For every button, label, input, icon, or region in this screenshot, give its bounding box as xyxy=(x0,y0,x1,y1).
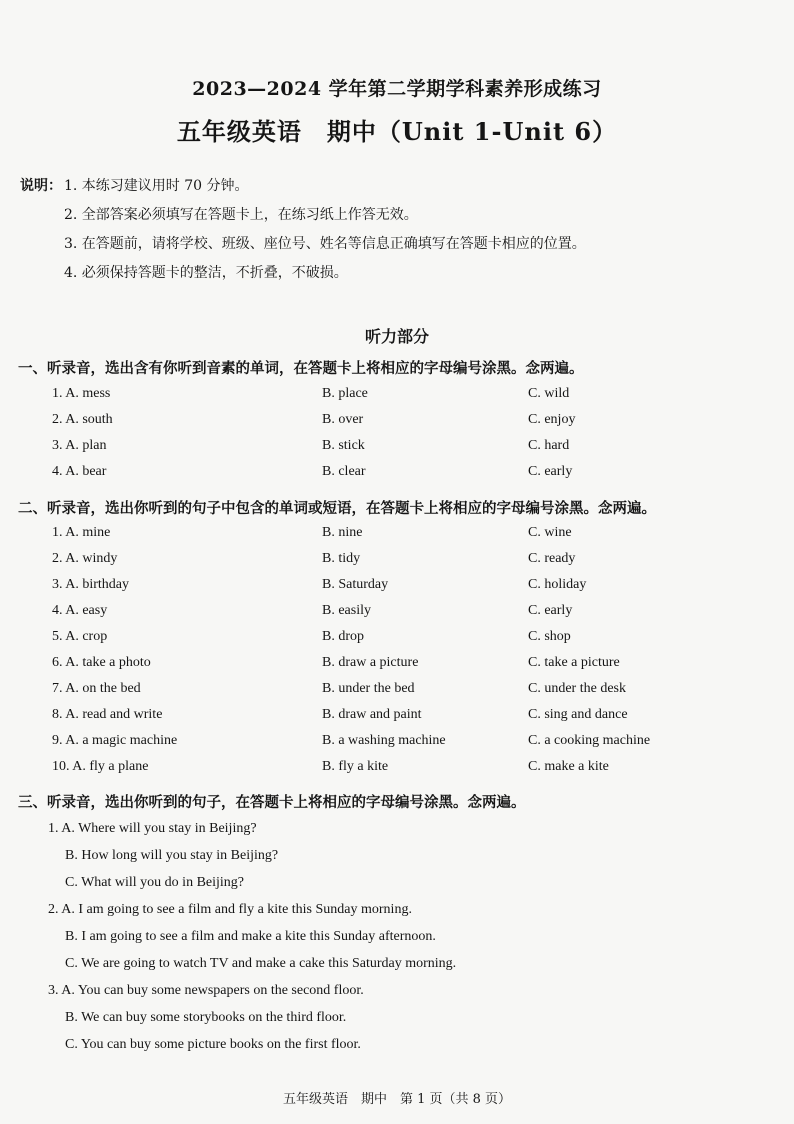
option-row xyxy=(52,629,754,653)
option-c: C. shop xyxy=(528,629,571,644)
option-c: C. take a picture xyxy=(528,655,620,670)
option-a: 2. A. south xyxy=(52,412,113,427)
option-a: 1. A. mess xyxy=(52,386,111,401)
option-c: C. wine xyxy=(528,525,572,540)
option-c: C. early xyxy=(528,464,573,479)
instruction-item: 4. 必须保持答题卡的整洁，不折叠，不破损。 xyxy=(64,265,348,281)
option-b: B. Saturday xyxy=(322,577,389,592)
option-a: 5. A. crop xyxy=(52,629,108,644)
part3-header: 三、听录音，选出你听到的句子，在答题卡上将相应的字母编号涂黑。念两遍。 xyxy=(18,794,526,811)
exam-title: 2023—2024 学年第二学期学科素养形成练习 xyxy=(192,78,602,100)
option-row xyxy=(52,681,754,705)
option-c: C. under the desk xyxy=(528,681,626,696)
instruction-item: 2. 全部答案必须填写在答题卡上，在练习纸上作答无效。 xyxy=(64,207,418,223)
option-a: 4. A. bear xyxy=(52,464,107,479)
option-c: C. a cooking machine xyxy=(528,733,651,748)
option-row xyxy=(52,707,754,731)
option-a: 7. A. on the bed xyxy=(52,681,141,696)
option-a: 4. A. easy xyxy=(52,603,108,618)
option-b: B. tidy xyxy=(322,551,361,566)
option-a: 10. A. fly a plane xyxy=(52,759,149,774)
option-b: B. over xyxy=(322,412,364,427)
option-c: C. holiday xyxy=(528,577,587,592)
option-b: B. clear xyxy=(322,464,366,479)
sentence-option: B. I am going to see a film and make a kite this Sunday afternoon. xyxy=(65,929,436,944)
option-row xyxy=(52,603,754,627)
sentence-option: C. What will you do in Beijing? xyxy=(65,875,245,890)
sentence-option: C. We are going to watch TV and make a cake this Saturday morning. xyxy=(65,956,457,971)
option-a: 3. A. birthday xyxy=(52,577,129,592)
option-b: B. fly a kite xyxy=(322,759,389,774)
instructions-label: 说明： xyxy=(20,178,62,194)
section-title: 听力部分 xyxy=(364,327,429,346)
instruction-item: 3. 在答题前，请将学校、班级、座位号、姓名等信息正确填写在答题卡相应的位置。 xyxy=(64,236,586,252)
option-a: 2. A. windy xyxy=(52,551,118,566)
option-b: B. a washing machine xyxy=(322,733,446,748)
option-b: B. place xyxy=(322,386,368,401)
option-b: B. draw and paint xyxy=(322,707,422,722)
option-b: B. easily xyxy=(322,603,371,618)
option-c: C. early xyxy=(528,603,573,618)
sentence-option: 3. A. You can buy some newspapers on the second floor. xyxy=(48,983,364,998)
option-row xyxy=(52,577,754,601)
option-b: B. drop xyxy=(322,629,364,644)
option-row xyxy=(52,655,754,679)
option-b: B. stick xyxy=(322,438,365,453)
option-c: C. ready xyxy=(528,551,576,566)
option-row xyxy=(52,464,754,488)
page-footer: 五年级英语 期中 第 1 页（共 8 页） xyxy=(282,1092,512,1107)
option-a: 9. A. a magic machine xyxy=(52,733,178,748)
option-a: 8. A. read and write xyxy=(52,707,163,722)
option-b: B. draw a picture xyxy=(322,655,419,670)
option-row xyxy=(52,412,754,436)
option-row xyxy=(52,386,754,410)
sentence-option: C. You can buy some picture books on the first floor. xyxy=(65,1037,361,1052)
sentence-option: B. We can buy some storybooks on the third floor. xyxy=(65,1010,347,1025)
sentence-option: 2. A. I am going to see a film and fly a kite this Sunday morning. xyxy=(48,902,412,917)
option-c: C. enjoy xyxy=(528,412,576,427)
option-row xyxy=(52,759,754,783)
part1-header: 一、听录音，选出含有你听到音素的单词，在答题卡上将相应的字母编号涂黑。念两遍。 xyxy=(18,360,584,377)
option-b: B. nine xyxy=(322,525,363,540)
option-c: C. sing and dance xyxy=(528,707,628,722)
option-row xyxy=(52,525,754,549)
option-row xyxy=(52,551,754,575)
exam-subtitle: 五年级英语 期中（Unit 1-Unit 6） xyxy=(176,117,618,146)
option-a: 3. A. plan xyxy=(52,438,107,453)
instructions xyxy=(20,174,586,290)
option-c: C. hard xyxy=(528,438,570,453)
sentence-option: 1. A. Where will you stay in Beijing? xyxy=(48,821,257,836)
option-b: B. under the bed xyxy=(322,681,415,696)
option-row xyxy=(52,438,754,462)
option-c: C. wild xyxy=(528,386,570,401)
sentence-option: B. How long will you stay in Beijing? xyxy=(65,848,279,863)
option-c: C. make a kite xyxy=(528,759,609,774)
part2-header: 二、听录音，选出你听到的句子中包含的单词或短语，在答题卡上将相应的字母编号涂黑。念两遍。 xyxy=(18,500,656,517)
option-a: 6. A. take a photo xyxy=(52,655,151,670)
option-row xyxy=(52,733,754,757)
instruction-item: 1. 本练习建议用时 70 分钟。 xyxy=(64,178,249,194)
option-a: 1. A. mine xyxy=(52,525,111,540)
